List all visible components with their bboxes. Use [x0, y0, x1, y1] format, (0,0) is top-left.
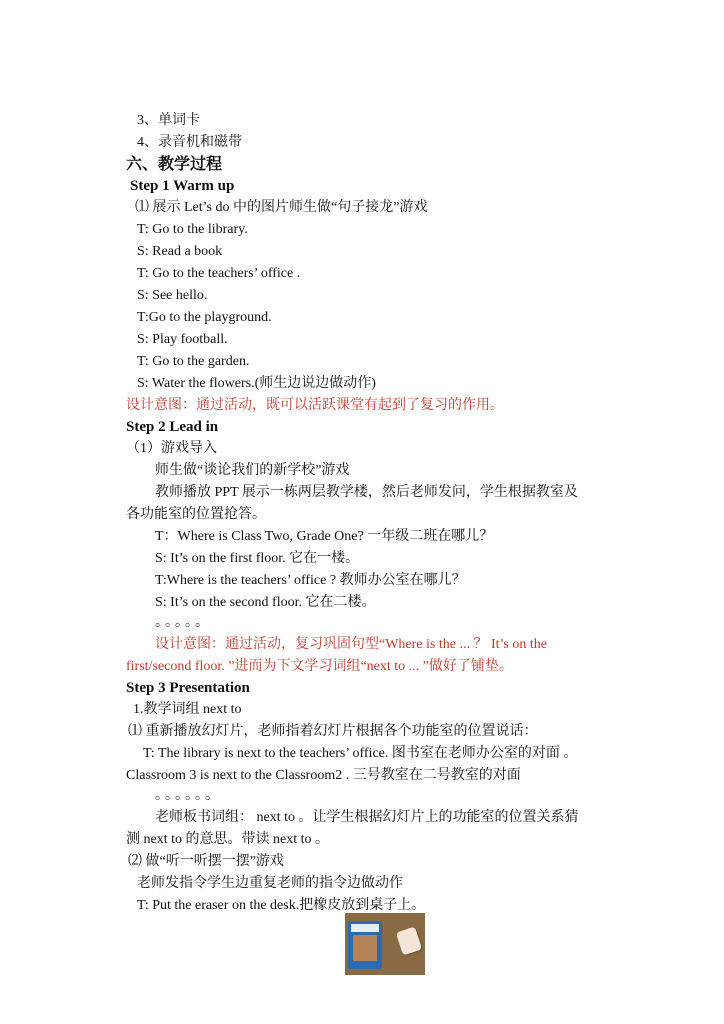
step1-dialogue-line: T: Go to the teachers’ office .: [137, 266, 301, 281]
step2-dialogue-line: S: It’s on the second floor. 它在二楼。: [155, 595, 376, 610]
step2-subheading: （1）游戏导入: [126, 441, 217, 456]
step1-design-intent: 设计意图：通过活动，既可以活跃课堂有起到了复习的作用。: [126, 398, 504, 413]
step1-dialogue-line: S: Water the flowers.(师生边说边做动作): [137, 376, 376, 391]
eraser-photo: [345, 913, 425, 975]
material-item-4: 4、录音机和磁带: [137, 135, 242, 150]
step1-heading: Step 1 Warm up: [130, 178, 235, 194]
step2-dialogue-line: S: It’s on the first floor. 它在一楼。: [155, 551, 360, 566]
step3-subheading: ⑴ 重新播放幻灯片，老师指着幻灯片根据各个功能室的位置说话：: [128, 724, 538, 739]
step2-dialogue-line: T:Where is the teachers’ office ? 教师办公室在哪儿？: [155, 573, 466, 588]
material-item-3: 3、单词卡: [137, 113, 200, 128]
step2-paragraph-line: 各功能室的位置抢答。: [126, 507, 266, 522]
step1-dialogue-line: S: Play football.: [137, 332, 228, 347]
step3-board-line: 老师板书词组： next to 。让学生根据幻灯片上的功能室的位置关系猜: [155, 810, 579, 825]
step3-example: T: Put the eraser on the desk.把橡皮放到桌子上。: [137, 898, 426, 913]
step2-ellipsis: 。。。。。: [155, 615, 212, 630]
step1-dialogue-line: T: Go to the library.: [137, 222, 248, 237]
step2-heading: Step 2 Lead in: [126, 419, 219, 435]
step2-dialogue-line: T：Where is Class Two, Grade One? 一年级二班在哪儿？: [155, 529, 494, 544]
step1-intro: ⑴ 展示 Let’s do 中的图片师生做“句子接龙”游戏: [135, 200, 428, 215]
step1-dialogue-line: S: See hello.: [137, 288, 208, 303]
step3-point-1: 1.教学词组 next to: [133, 702, 242, 717]
step3-heading: Step 3 Presentation: [126, 680, 250, 696]
step2-design-intent-line: first/second floor. ”进而为下文学习词组“next to ... ”做好了铺垫。: [126, 659, 513, 674]
step3-ellipsis: 。。。。。。: [155, 788, 222, 803]
step2-game-line: 师生做“谈论我们的新学校”游戏: [155, 463, 350, 478]
step3-teacher-line: T: The library is next to the teachers’ office. 图书室在老师办公室的对面 。: [143, 746, 578, 761]
step3-subheading: ⑵ 做“听一听摆一摆”游戏: [128, 854, 284, 869]
step1-dialogue-line: T: Go to the garden.: [137, 354, 250, 369]
eraser-package: [348, 921, 382, 969]
section-heading: 六、教学过程: [126, 156, 223, 173]
step3-board-line: 测 next to 的意思。带读 next to 。: [126, 832, 329, 847]
step1-dialogue-line: S: Read a book: [137, 244, 223, 259]
step1-dialogue-line: T:Go to the playground.: [137, 310, 272, 325]
step2-design-intent-line: 设计意图：通过活动，复习巩固句型“Where is the ... ？ It’s on the: [155, 637, 547, 652]
step3-teacher-line: Classroom 3 is next to the Classroom2 . 三号教室在二号教室的对面: [126, 768, 521, 783]
step2-paragraph-line: 教师播放 PPT 展示一栋两层教学楼，然后老师发问，学生根据教室及: [155, 485, 578, 500]
eraser: [396, 926, 422, 955]
step3-instruction: 老师发指令学生边重复老师的指令边做动作: [137, 876, 403, 891]
